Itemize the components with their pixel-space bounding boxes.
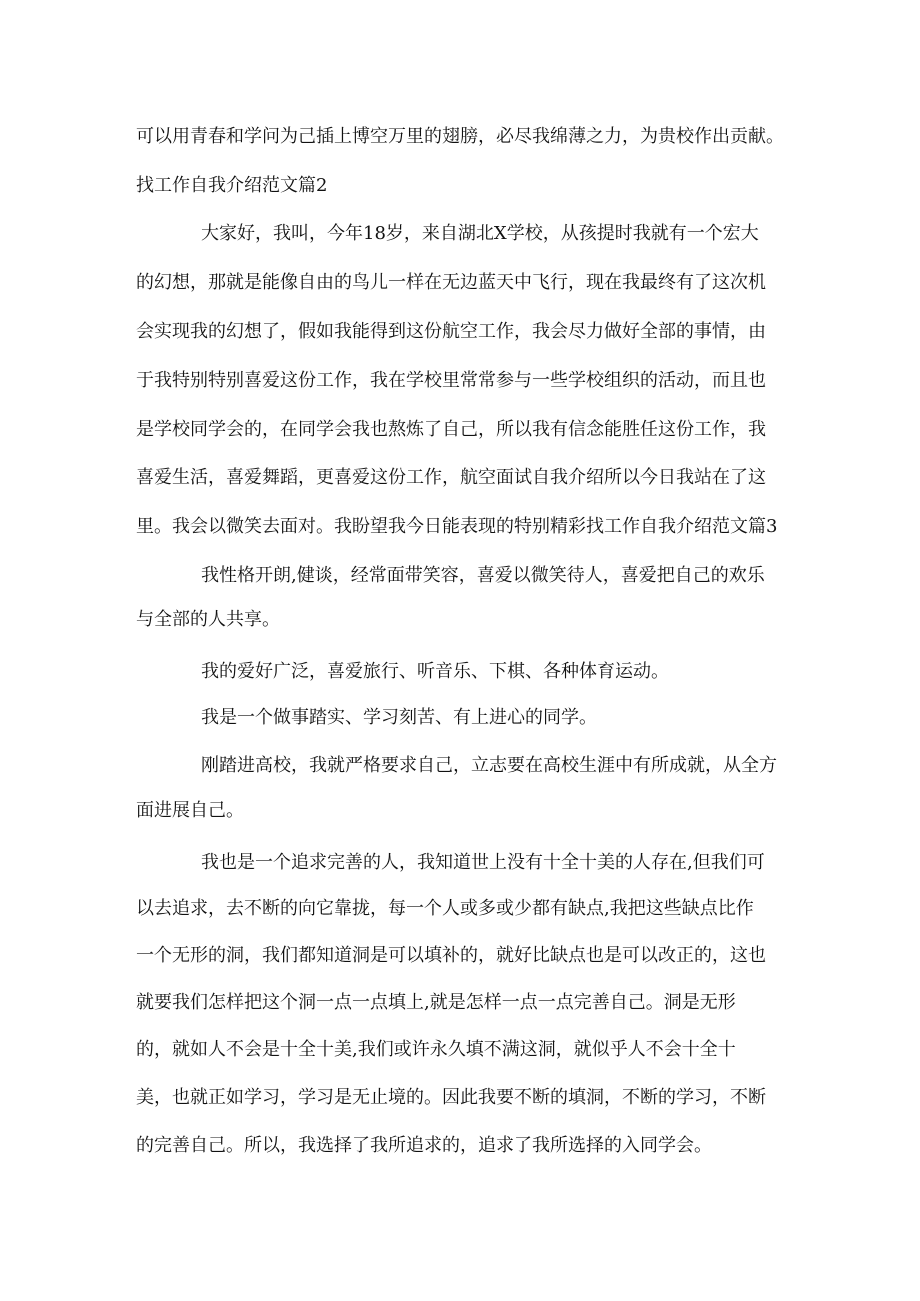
text-line: 美，也就正如学习，学习是无止境的。因此我要不断的填洞，不断的学习，不断 xyxy=(136,1087,766,1108)
text-line: 是学校同学会的，在同学会我也熬炼了自己，所以我有信念能胜任这份工作，我 xyxy=(136,419,766,440)
text-line: 面进展自己。 xyxy=(136,800,244,821)
text-line: 喜爱生活，喜爱舞蹈，更喜爱这份工作，航空面试自我介绍所以今日我站在了这 xyxy=(136,467,766,488)
text-line: 以去追求，去不断的向它靠拢，每一个人或多或少都有缺点,我把这些缺点比作 xyxy=(136,898,754,919)
text-line: 会实现我的幻想了，假如我能得到这份航空工作，我会尽力做好全部的事情，由 xyxy=(136,321,766,342)
text-line: 我性格开朗,健谈，经常面带笑容，喜爱以微笑待人，喜爱把自己的欢乐 xyxy=(201,565,765,586)
text-line: 里。我会以微笑去面对。我盼望我今日能表现的特别精彩找工作自我介绍范文篇3 xyxy=(136,516,778,537)
text-line: 的完善自己。所以，我选择了我所追求的，追求了我所选择的入同学会。 xyxy=(136,1135,712,1156)
text-line: 的幻想，那就是能像自由的鸟儿一样在无边蓝天中飞行，现在我最终有了这次机 xyxy=(136,272,766,293)
text-line: 可以用青春和学问为己插上博空万里的翅膀，必尽我绵薄之力，为贵校作出贡献。 xyxy=(136,126,784,147)
text-line: 一个无形的洞，我们都知道洞是可以填补的，就好比缺点也是可以改正的，这也 xyxy=(136,945,766,966)
text-line: 的，就如人不会是十全十美,我们或许永久填不满这洞，就似乎人不会十全十 xyxy=(136,1039,736,1060)
text-line: 我的爱好广泛，喜爱旅行、听音乐、下棋、各种体育运动。 xyxy=(201,661,669,682)
text-line: 刚踏进高校，我就严格要求自己，立志要在高校生涯中有所成就，从全方 xyxy=(201,755,777,776)
text-line: 与全部的人共享。 xyxy=(136,609,280,630)
section-heading: 找工作自我介绍范文篇2 xyxy=(136,175,328,196)
text-line: 我是一个做事踏实、学习刻苦、有上进心的同学。 xyxy=(201,707,597,728)
text-line: 我也是一个追求完善的人，我知道世上没有十全十美的人存在,但我们可 xyxy=(201,852,765,873)
text-line: 于我特别特别喜爱这份工作，我在学校里常常参与一些学校组织的活动，而且也 xyxy=(136,370,766,391)
text-line: 大家好，我叫，今年18岁，来自湖北X学校，从孩提时我就有一个宏大 xyxy=(201,223,759,244)
text-line: 就要我们怎样把这个洞一点一点填上,就是怎样一点一点完善自己。洞是无形 xyxy=(136,992,736,1013)
